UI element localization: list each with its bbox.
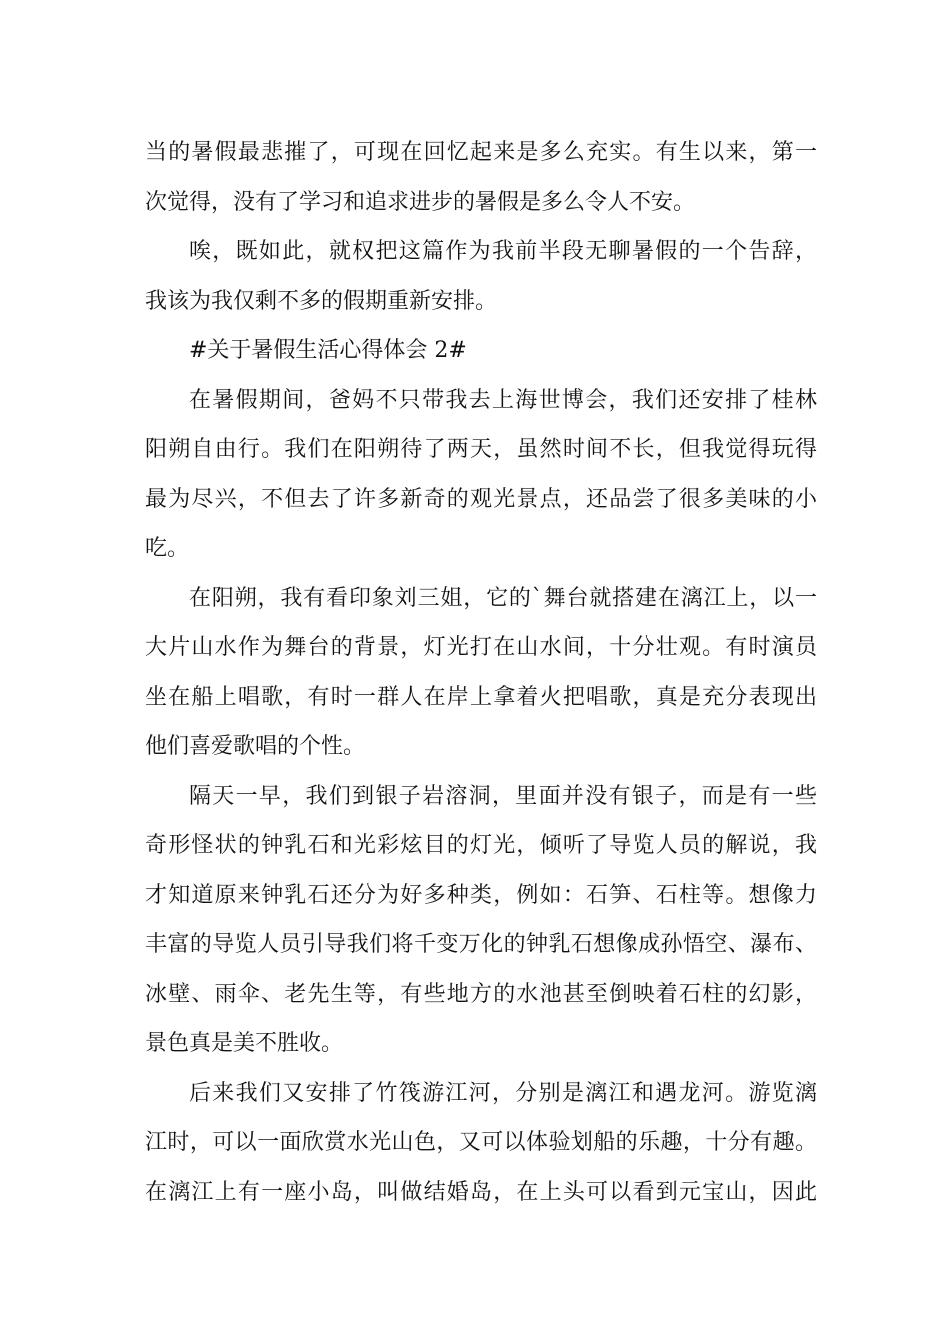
text-line: 他们喜爱歌唱的个性。: [145, 734, 366, 759]
paragraph-start-line: 隔天一早，我们到银子岩溶洞，里面并没有银子，而是有一些: [189, 783, 817, 809]
text-line: 我该为我仅剩不多的假期重新安排。: [145, 288, 498, 314]
text-line: 在漓江上有一座小岛，叫做结婚岛，在上头可以看到元宝山，因此: [145, 1179, 817, 1205]
text-line: 坐在船上唱歌，有时一群人在岸上拿着火把唱歌，真是充分表现出: [145, 684, 817, 710]
text-line: 当的暑假最悲摧了，可现在回忆起来是多么充实。有生以来，第一: [145, 140, 817, 165]
text-line: 次觉得，没有了学习和追求进步的暑假是多么令人不安。: [145, 189, 696, 215]
text-line: 景色真是美不胜收。: [145, 1031, 344, 1056]
text-line: 才知道原来钟乳石还分为好多种类，例如：石笋、石柱等。想像力: [145, 882, 817, 908]
paragraph-start-line: 在阳朔，我有看印象刘三姐，它的`舞台就搭建在漓江上，以一: [189, 585, 817, 611]
paragraph-start-line: 在暑假期间，爸妈不只带我去上海世博会，我们还安排了桂林: [189, 387, 817, 413]
section-heading: #关于暑假生活心得体会 2#: [189, 338, 467, 363]
text-line: 吃。: [145, 536, 190, 561]
text-line: 丰富的导览人员引导我们将千变万化的钟乳石想像成孙悟空、瀑布、: [145, 932, 817, 957]
text-line: 奇形怪状的钟乳石和光彩炫目的灯光，倾听了导览人员的解说，我: [145, 833, 817, 858]
text-line: 大片山水作为舞台的背景，灯光打在山水间，十分壮观。有时演员: [145, 635, 817, 660]
paragraph-start-line: 后来我们又安排了竹筏游江河，分别是漓江和遇龙河。游览漓: [189, 1080, 817, 1106]
text-line: 江时，可以一面欣赏水光山色，又可以体验划船的乐趣，十分有趣。: [145, 1130, 817, 1155]
text-line: 最为尽兴，不但去了许多新奇的观光景点，还品尝了很多美味的小: [145, 486, 817, 512]
paragraph-start-line: 唉，既如此，就权把这篇作为我前半段无聊暑假的一个告辞，: [189, 239, 817, 264]
text-line: 冰壁、雨伞、老先生等，有些地方的水池甚至倒映着石柱的幻影，: [145, 981, 817, 1007]
text-line: 阳朔自由行。我们在阳朔待了两天，虽然时间不长，但我觉得玩得: [145, 437, 817, 462]
body-text: [145, 128, 817, 1217]
